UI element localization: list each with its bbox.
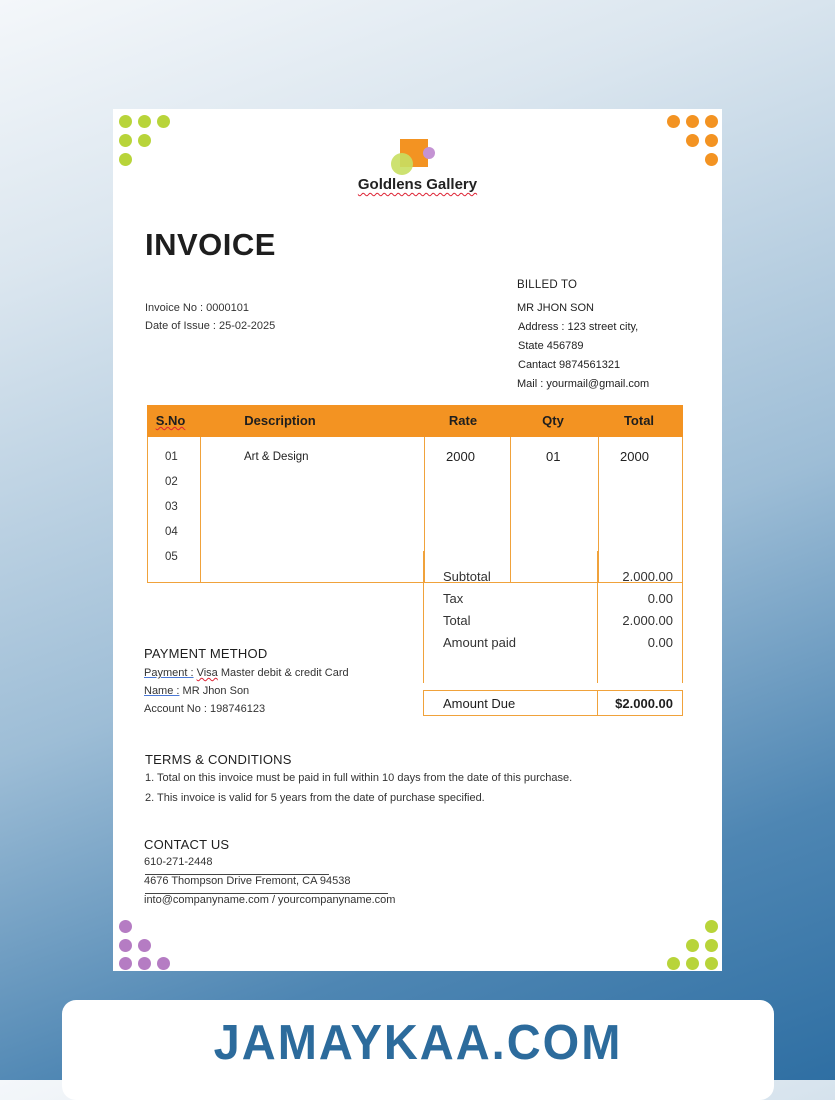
decor-dot [686,134,699,147]
contact-heading: CONTACT US [144,837,230,852]
invoice-meta [145,299,275,335]
decor-dot [138,939,151,952]
decor-dot [119,939,132,952]
table-header [147,405,683,437]
decor-dot [138,957,151,970]
decor-dot [157,957,170,970]
decor-dot [667,957,680,970]
invoice-date: Date of Issue : 25-02-2025 [145,320,276,332]
decor-dot [705,134,718,147]
invoice-page [113,109,722,971]
decor-dot [705,153,718,166]
invoice-title: INVOICE [145,227,276,262]
billed-to-contact: Cantact 9874561321 [518,359,621,371]
table-row-sno: 05 [165,551,178,563]
payment-name: Name : MR Jhon Son [144,685,250,697]
decor-dot [157,115,170,128]
decor-dot [686,957,699,970]
brand-logo-icon [391,139,441,179]
item-qty: 01 [546,449,561,464]
decor-dot [138,134,151,147]
table-row-sno: 03 [165,501,178,513]
payment-heading: PAYMENT METHOD [144,646,268,661]
decor-dot [686,939,699,952]
billed-to-name: MR JHON SON [517,302,594,314]
watermark-banner [62,1000,774,1100]
item-total: 2000 [620,449,649,464]
payment-type: Payment : Visa Master debit & credit Card [144,667,349,679]
decor-dot [119,153,132,166]
payment-account: Account No : 198746123 [144,703,266,715]
decor-dot [667,115,680,128]
contact-divider [145,874,329,875]
contact-phone: 610-271-2448 [144,856,213,868]
header-qty: Qty [542,413,564,428]
table-row-sno: 01 [165,451,178,463]
invoice-number: Invoice No : 0000101 [145,302,249,314]
billed-to-address1: Address : 123 street city, [518,321,639,333]
decor-dot [119,134,132,147]
contact-email: into@companyname.com / yourcompanyname.com [144,894,396,906]
totals-block: Subtotal 2.000.00 Tax 0.00 Total 2.000.00 Amount paid 0.00 Amount Due $2.000.00 [423,551,683,716]
decor-dot [119,957,132,970]
item-rate: 2000 [446,449,475,464]
brand-name: Goldlens Gallery [357,176,478,193]
decor-dot [705,920,718,933]
billed-to-address2: State 456789 [518,340,584,352]
table-row-sno: 04 [165,526,178,538]
header-rate: Rate [448,413,478,428]
decor-dot [705,115,718,128]
decor-dot [705,957,718,970]
decor-dot [138,115,151,128]
contact-divider [145,893,388,894]
billed-to-heading: BILLED TO [517,279,578,291]
watermark-text: JAMAYKAA.COM [213,1013,623,1070]
table-row-sno: 02 [165,476,178,488]
terms-line: 2. This invoice is valid for 5 years from the date of purchase specified. [145,792,485,804]
decor-dot [119,920,132,933]
header-sno: S.No [155,413,186,428]
terms-heading: TERMS & CONDITIONS [145,752,292,767]
billed-to-mail: Mail : yourmail@gmail.com [517,378,650,390]
header-description: Description [244,413,316,428]
billed-to [517,276,649,394]
item-description: Art & Design [244,451,309,463]
terms-conditions [145,752,572,808]
contact-address: 4676 Thompson Drive Fremont, CA 94538 [144,875,351,887]
header-total: Total [623,413,655,428]
decor-dot [686,115,699,128]
terms-line: 1. Total on this invoice must be paid in full within 10 days from the date of this purchase. [145,772,573,784]
decor-dot [705,939,718,952]
payment-method [144,646,349,718]
decor-dot [119,115,132,128]
